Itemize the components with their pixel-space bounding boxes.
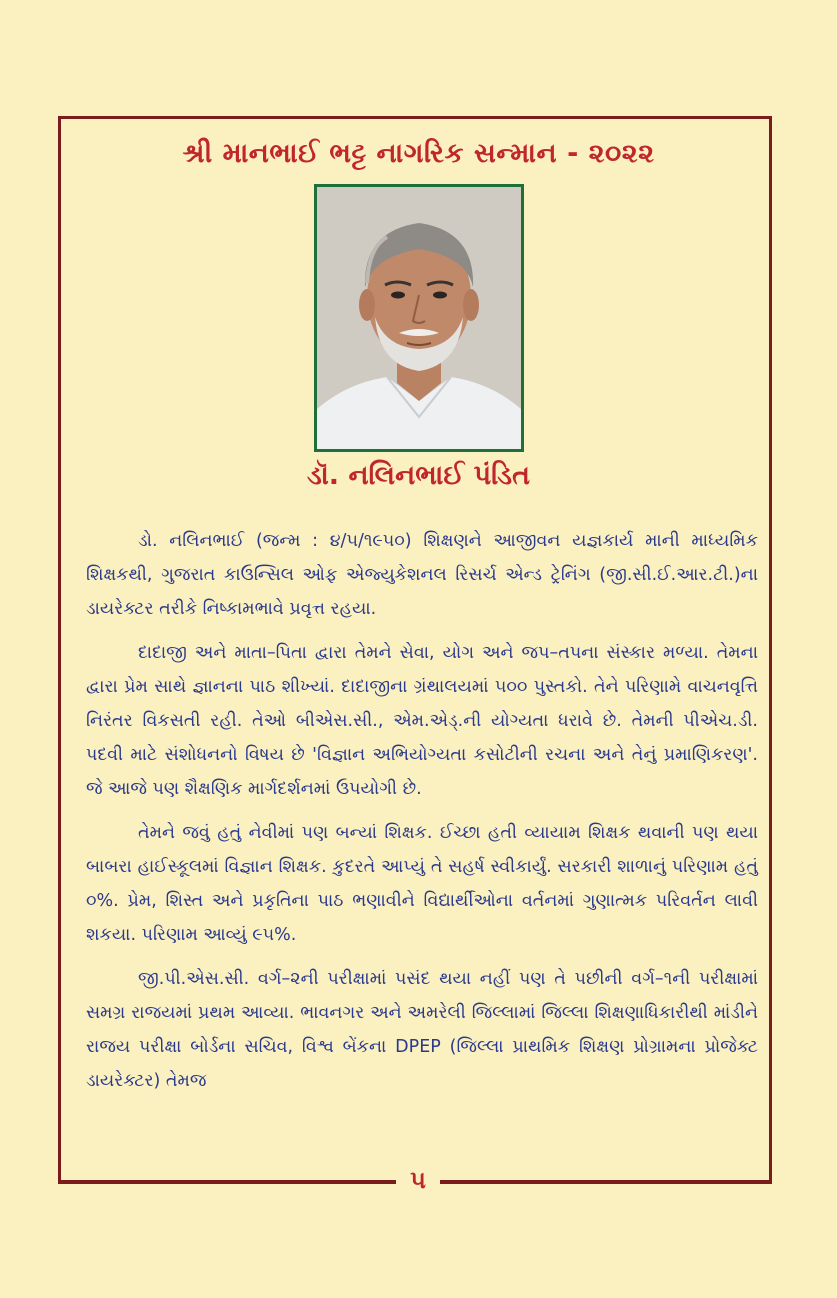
paragraph-4: જી.પી.એસ.સી. વર્ગ–૨ની પરીક્ષામાં પસંદ થયા નહીં પણ તે પછીની વર્ગ–૧ની પરીક્ષામાં સમગ્ર રાજયમાં પ્રથમ આવ્યા. ભાવનગર અને અમરેલી જિલ્લામાં જિલ્લા શિક્ષણાધિકારીથી માંડીને રાજય પરીક્ષા બોર્ડના સચિવ, વિશ્વ બેંકના DPEP (જિલ્લા પ્રાથમિક શિક્ષણ પ્રોગ્રામના પ્રોજેક્ટ ડાયરેક્ટર) તેમજ — [86, 969, 758, 1091]
paragraph-1: ડો. નલિનભાઈ (જન્મ : ૪/૫/૧૯૫૦) શિક્ષણને આજીવન યજ્ઞકાર્ય માની માધ્યમિક શિક્ષકથી, ગુજરાત કાઉન્સિલ ઓફ એજ્યુકેશનલ રિસર્ચ એન્ડ ટ્રેનિંગ (જી.સી.ઈ.આર.ટી.)ના ડાયરેક્ટર તરીકે નિષ્કામભાવે પ્રવૃત્ત રહયા. — [86, 531, 758, 619]
paragraph-2: દાદાજી અને માતા–પિતા દ્વારા તેમને સેવા, યોગ અને જપ–તપના સંસ્કાર મળ્યા. તેમના દ્વારા પ્રેમ સાથે જ્ઞાનના પાઠ શીખ્યાં. દાદાજીના ગ્રંથાલયમાં ૫૦૦ પુસ્તકો. તેને પરિણામે વાચનવૃત્તિ નિરંતર વિકસતી રહી. તેઓ બીએસ.સી., એમ.એડ્.ની યોગ્યતા ધરાવે છે. તેમની પીએચ.ડી. પદવી માટે સંશોધનનો વિષય છે 'વિજ્ઞાન અભિયોગ્યતા કસોટીની રચના અને તેનું પ્રમાણિકરણ'. જે આજે પણ શૈક્ષણિક માર્ગદર્શનમાં ઉપયોગી છે. — [86, 643, 758, 799]
article-body — [86, 524, 758, 1108]
person-name: ડૉ. નલિનભાઈ પંડિત — [307, 460, 530, 491]
portrait-photo — [314, 184, 524, 452]
footer-divider-left — [58, 1180, 396, 1184]
footer-divider-right — [440, 1180, 772, 1184]
paragraph-3: તેમને જવું હતું નેવીમાં પણ બન્યાં શિક્ષક. ઈચ્છા હતી વ્યાયામ શિક્ષક થવાની પણ થયા બાબરા હાઈસ્કૂલમાં વિજ્ઞાન શિક્ષક. કુદરતે આપ્યું તે સહર્ષ સ્વીકાર્યું. સરકારી શાળાનું પરિણામ હતું ૦%. પ્રેમ, શિસ્ત અને પ્રકૃતિના પાઠ ભણાવીને વિદ્યાર્થીઓના વર્તનમાં ગુણાત્મક પરિવર્તન લાવી શકયા. પરિણામ આવ્યું ૯૫%. — [86, 823, 758, 945]
page-number: ૫ — [410, 1166, 426, 1194]
page-title: શ્રી માનભાઈ ભટ્ટ નાગરિક સન્માન - ૨૦૨૨ — [182, 138, 655, 169]
